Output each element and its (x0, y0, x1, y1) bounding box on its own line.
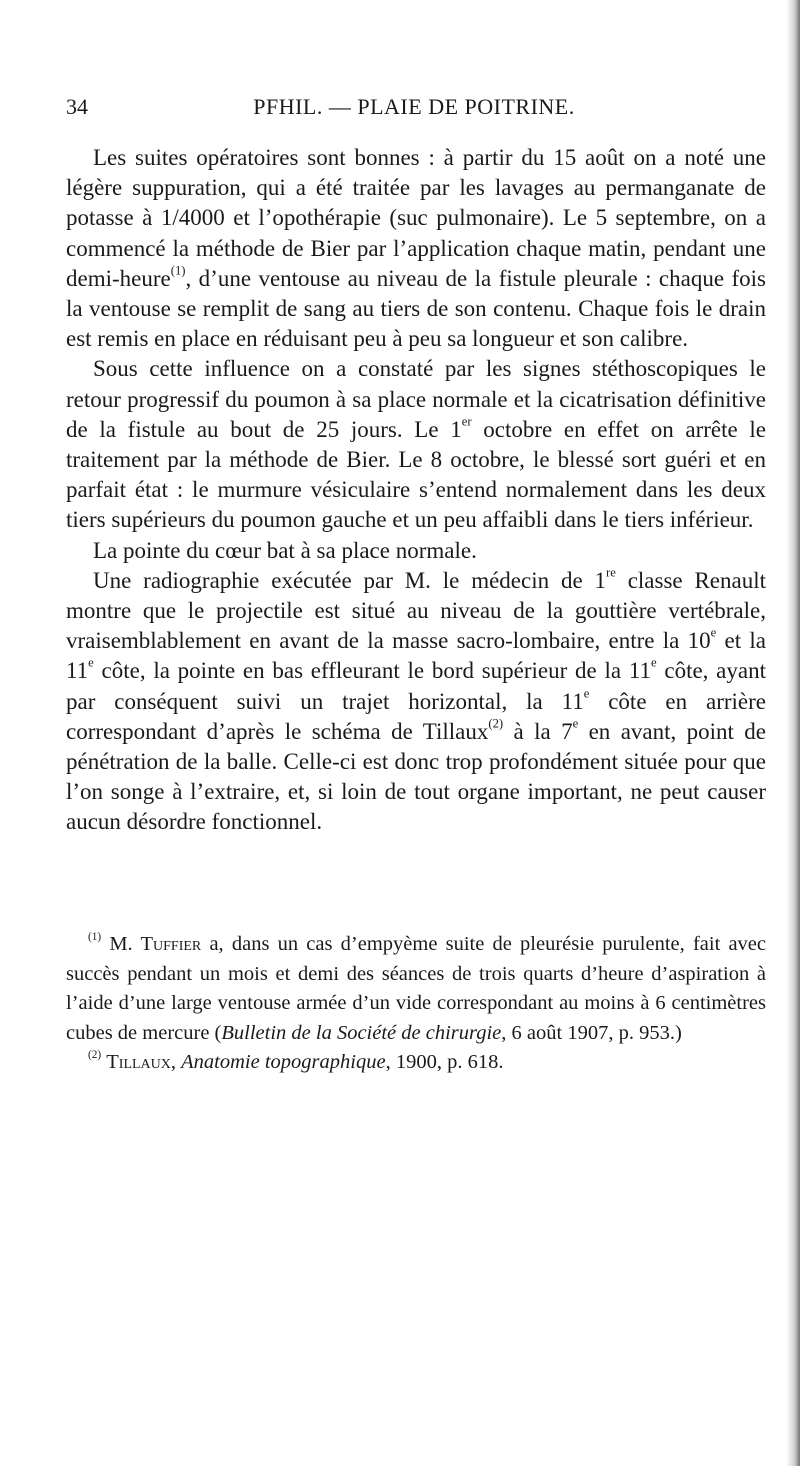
footnote-2: $^{(2)}$ Tillaux, Anatomie topographique, 1900, p. 618. (88, 1048, 504, 1073)
page-number: 34 (66, 94, 88, 119)
journal-title: Bulletin de la Société de chirurgie (221, 1021, 502, 1044)
footnote-marker-1: (1) (88, 930, 102, 943)
footnote-author: M. Tuffier (109, 933, 202, 955)
page-edge-shadow (786, 0, 800, 1466)
running-title: PFHIL. — PLAIE DE POITRINE. (253, 94, 575, 119)
paragraph-2: Sous cette influence on a constaté par les signes stéthoscopiques le retour progressif du poumon à sa place normale et la cicatrisation définitive de la fistule au bout de 25 jours. Le 1er octobre en effet on arrête le traitement par la méthode de Bier. Le 8 octobre, le blessé sort guéri et en parfait état : le murmure vésiculaire s’entend normalement dans les deux tiers supérieurs du poumon gauche et un peu affaibli dans le tiers inférieur. (66, 356, 766, 533)
body-text (66, 143, 766, 838)
footnote-ref-1: (1) (170, 263, 186, 278)
footnotes (66, 930, 766, 1078)
footnote-1: $^{(1)}$ M. Tuffier a, dans un cas d’empyème suite de pleurésie purulente, fait avec succès pendant un mois et demi des séances de trois quarts d’heure d’aspiration à l’aide d’une large ventouse armée d’un vide correspondant au moins à 6 centimètres cubes de mercure (Bulletin de la Société de chirurgie, 6 août 1907, p. 953.) (66, 930, 767, 1044)
footnote-ref-2: (2) (488, 716, 504, 731)
paragraph-3: La pointe du cœur bat à sa place normale. (93, 537, 477, 563)
footnote-author: Tillaux (106, 1051, 171, 1073)
paragraph-4: Une radiographie exécutée par M. le médecin de 1re classe Renault montre que le projectile est situé au niveau de la gouttière vertébrale, vraisemblablement en avant de la masse sacro-lombaire, entre la 10e et la 11e côte, la pointe en bas effleurant le bord supérieur de la 11e côte, ayant par conséquent suivi un trajet horizontal, la 11e côte en arrière correspondant d’après le schéma de Tillaux$^{(2)}$ à la 7e en avant, point de pénétration de la balle. Celle-ci est donc trop profondément située pour que l’on songe à l’extraire, et, si loin de tout organe important, ne peut causer aucun désordre fonctionnel. (66, 565, 767, 835)
footnote-marker-2: (2) (88, 1048, 102, 1061)
paragraph-1: Les suites opératoires sont bonnes : à partir du 15 août on a noté une légère suppuration, qui a été traitée par les lavages au permanganate de potasse à 1/4000 et l’opothérapie (suc pulmonaire). Le 5 septembre, on a commencé la méthode de Bier par l’application chaque matin, pendant une demi-heure$^{(1)}$, d’une ventouse au niveau de la fistule pleurale : chaque fois la ventouse se remplit de sang au tiers de son contenu. Chaque fois le drain est remis en place en réduisant peu à peu sa longueur et son calibre. (66, 145, 766, 352)
book-title: Anatomie topographique (181, 1051, 386, 1073)
